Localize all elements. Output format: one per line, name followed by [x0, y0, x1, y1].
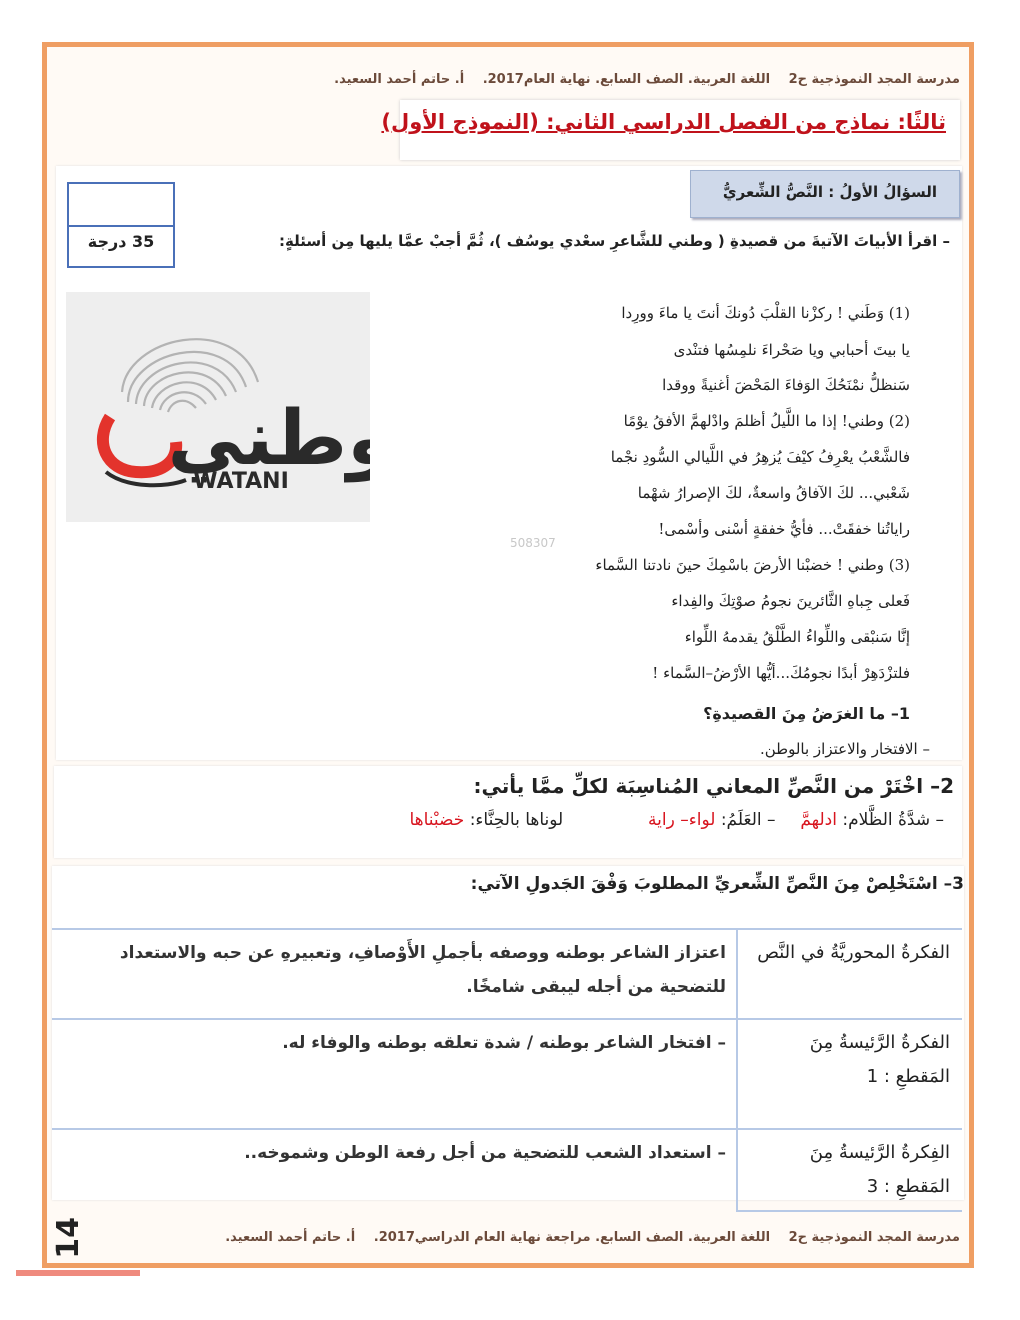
- table-row: [52, 1019, 962, 1129]
- question-1-text: 1– ما الغرَضُ مِنَ القصيدةِ؟: [703, 704, 910, 723]
- header-subject: اللغة العربية. الصف السابع. نهاية العام2017.: [482, 72, 771, 87]
- fingerprint-logo-icon: [66, 292, 370, 522]
- score-box: [67, 182, 175, 268]
- page-title: ثالثًا: نماذج من الفصل الدراسي الثاني: (النموذج الأول): [381, 110, 946, 134]
- q2-term-3: لوناها بالحِنَّاء:: [469, 810, 564, 830]
- table-label: الفكرةُ المحوريَّةُ في النَّص: [737, 929, 962, 1019]
- footer-teacher: أ. حاتم أحمد السعيد.: [225, 1230, 356, 1245]
- q2-term-1: – شدَّةُ الظَّلام:: [842, 810, 944, 830]
- question-tag-label: السؤالُ الأولُ : النَّصُّ الشِّعريُّ: [722, 183, 937, 201]
- q2-answer-1: ادلهمَّ: [800, 810, 837, 830]
- question-2-answers: [409, 810, 944, 830]
- question-3-text: 3– اسْتَخْلِصْ مِنَ النَّصِّ الشِّعريِّ المطلوبَ وَفْقَ الجَدولِ الآتي:: [470, 874, 964, 894]
- verse-line: فَعلى جِباهِ الثَّائرينَ نجومُ صوْتِكَ والفِداء: [671, 592, 910, 610]
- logo-arabic: طني: [167, 393, 348, 482]
- verse-line: إنَّا سَنبْقى واللِّواءُ الطَّلْقُ يقدمهُ اللِّواء: [684, 628, 910, 646]
- q2-answer-2: لواء– راية: [648, 810, 716, 830]
- score-divider: [69, 225, 173, 227]
- header-school: مدرسة المجد النموذجية ح2: [788, 72, 960, 87]
- verse-line: يا بيتَ أحبابي ويا صَحْراءَ نلمِسُها فتنْدى: [673, 341, 910, 359]
- question-tag: [690, 170, 960, 218]
- header-teacher: أ. حاتم أحمد السعيد.: [334, 72, 465, 87]
- verse-line: (1) وَطَني ! ركزْنا القلْبَ دُونكَ أنتَ يا ماءَ وورِدا: [621, 304, 910, 322]
- footer-school: مدرسة المجد النموذجية ح2: [788, 1230, 960, 1245]
- score-value: 35 درجة: [87, 232, 155, 251]
- verse-line: فالشَّعْبُ يعْرِفُ كيْفَ يُزهِرُ في اللَّيالي السُّودِ نجْما: [610, 448, 910, 466]
- table-value: – افتخار الشاعر بوطنه / شدة تعلقه بوطنه والوفاء له.: [52, 1019, 737, 1129]
- verse-line: (2) وطني! إذا ما اللَّيلُ أظلمَ وادْلهمَّ الأفقُ يوْمًا: [623, 412, 910, 430]
- question-2-text: 2– اخْتَرْ من النَّصِّ المعاني المُناسِبَة لكلِّ ممَّا يأتي:: [473, 774, 954, 798]
- question-1-answer: – الافتخار والاعتزاز بالوطن.: [759, 740, 930, 758]
- q2-term-2: – العَلَمُ:: [720, 810, 776, 830]
- title-box: [381, 100, 960, 160]
- instruction-text: – اقرأ الأبياتَ الآتيةَ من قصيدةِ ( وطني للشَّاعرِ سعْدي يوسُف )، ثُمَّ أجبْ عمَّا يليها مِن أسئلةٍ:: [279, 232, 950, 250]
- watermark: 508307: [510, 536, 556, 550]
- bottom-accent-bar: [16, 1270, 140, 1276]
- table-row: [52, 929, 962, 1019]
- footer-subject: اللغة العربية. الصف السابع. مراجعة نهاية العام الدراسي2017.: [373, 1230, 771, 1245]
- verse-line: (3) وطني ! خضبْنا الأرضَ باسْمِكَ حينَ نادتنا السَّماء: [595, 556, 910, 574]
- ideas-table: [52, 928, 962, 1212]
- q2-answer-3: خضبْناها: [409, 810, 465, 830]
- table-value: – استعداد الشعب للتضحية من أجل رفعة الوطن وشموخه..: [52, 1129, 737, 1211]
- table-value: اعتزاز الشاعر بوطنه ووصفه بأجملِ الأَوْصافِ، وتعبيرهِ عن حبه والاستعداد للتضحية من أجله ليبقى شامخًا.: [52, 929, 737, 1019]
- table-row: [52, 1129, 962, 1211]
- table-label: الفكرةُ الرَّئيسةُ مِنَ المَقطعِ : 1: [737, 1019, 962, 1129]
- page-header: [60, 72, 960, 87]
- logo-latin: WATANI: [193, 469, 289, 494]
- verse-line: سَنظلُّ نمْنَحُكَ الوَفاءَ المَحْضَ أغنيةً ووقدا: [662, 376, 910, 394]
- table-label: الفِكرةُ الرَّئيسةُ مِنَ المَقطعِ : 3: [737, 1129, 962, 1211]
- verse-line: شَعْبي... لكَ الآفاقُ واسعةٌ، لكَ الإصرارُ شهْما: [637, 484, 910, 502]
- verse-line: راياتُنا خفقَتْ... فأيُّ خفقةٍ أسْنى وأسْمى!: [658, 520, 910, 538]
- watani-logo: [66, 292, 370, 522]
- page-footer: [60, 1230, 960, 1245]
- page-number: 14: [51, 1217, 86, 1259]
- verse-line: فلتزْدَهِرْ أبدًا نجومُكَ...أيُّها الأرْضُ–السَّماء !: [652, 664, 910, 682]
